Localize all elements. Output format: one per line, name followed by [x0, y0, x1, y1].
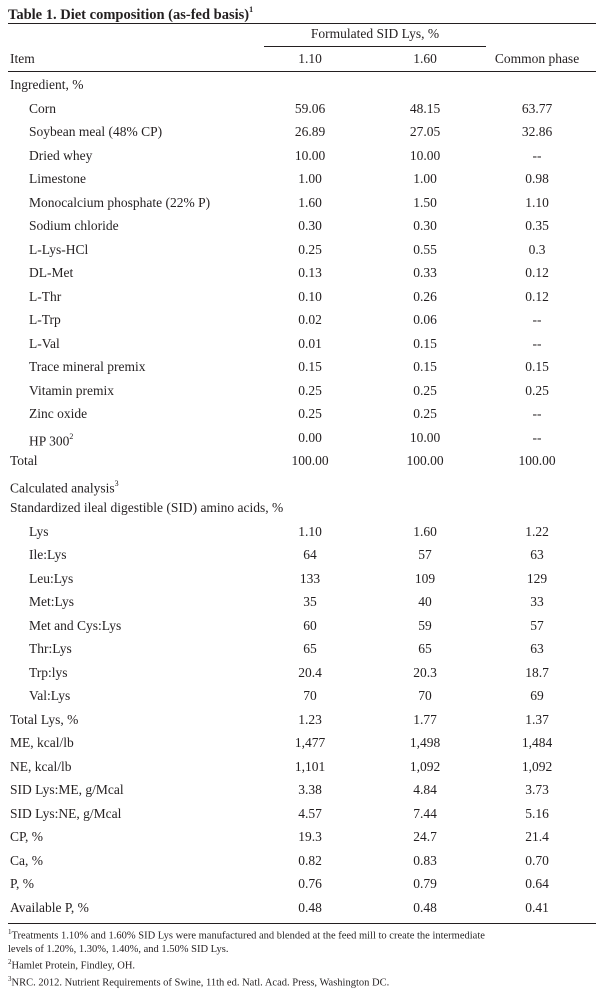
- cell-col-2: 0.30: [413, 218, 437, 233]
- cell-col-2: 48.15: [409, 100, 441, 116]
- table-row: [0, 896, 600, 920]
- cell-col-1: 0.48: [298, 899, 322, 915]
- cell-col-1: 59.06: [294, 100, 326, 116]
- table-row: [0, 614, 600, 638]
- row-label-text: P, %: [10, 876, 35, 891]
- cell-col-2: 10.00: [409, 147, 441, 163]
- row-label: [29, 97, 56, 121]
- table-row: [0, 520, 600, 544]
- footnote-mark: 2: [8, 957, 12, 966]
- footnote-text: NRC. 2012. Nutrient Requirements of Swine, 11th ed. Natl. Acad. Press, Washington DC.: [11, 977, 390, 989]
- cell-col-3: 3.73: [525, 782, 549, 797]
- row-label: [10, 755, 71, 779]
- table-row: [0, 567, 600, 591]
- cell-col-1: 26.89: [294, 124, 326, 139]
- cell-col-2: 1,092: [409, 758, 441, 774]
- col-header-item: Item: [10, 51, 35, 66]
- cell-col-1: 0.15: [298, 359, 322, 374]
- row-label: [10, 778, 124, 802]
- cell-col-1: 0.01: [298, 335, 322, 351]
- cell-col-1: 0.25: [298, 406, 322, 421]
- row-label: [29, 355, 145, 379]
- cell-col-2: 0.79: [413, 876, 437, 891]
- row-label-text: Zinc oxide: [29, 406, 88, 421]
- table-row: [0, 473, 600, 497]
- cell-col-3: 57: [530, 617, 544, 633]
- cell-col-2: 7.44: [413, 805, 437, 821]
- cell-col-1: 1,477: [294, 735, 326, 750]
- cell-col-1: 10.00: [294, 147, 326, 163]
- cell-col-1: 0.76: [298, 876, 322, 891]
- table-row: [0, 849, 600, 873]
- row-label-text: Leu:Lys: [29, 570, 74, 586]
- row-label-text: ME, kcal/lb: [10, 735, 74, 750]
- cell-col-2: 59: [418, 617, 432, 633]
- cell-col-2: 0.15: [413, 335, 437, 351]
- footnote-line: [8, 943, 596, 956]
- col-header-2: 1.60: [413, 51, 437, 66]
- row-label-text: Trp:lys: [29, 664, 68, 680]
- cell-col-1: 19.3: [298, 829, 322, 844]
- cell-col-2: 0.15: [413, 359, 437, 374]
- cell-col-2: 0.33: [413, 265, 437, 280]
- table-row: [0, 778, 600, 802]
- table-row: [0, 543, 600, 567]
- row-label-text: Dried whey: [29, 147, 93, 163]
- cell-col-1: 4.57: [298, 805, 322, 821]
- table-row: [0, 214, 600, 238]
- cell-col-2: 1,498: [409, 735, 441, 750]
- row-label: [29, 144, 92, 168]
- table-row: [0, 97, 600, 121]
- bottom-rule: [8, 923, 596, 924]
- cell-col-1: 0.02: [298, 312, 322, 327]
- cell-col-3: --: [532, 429, 542, 445]
- cell-col-1: 1.23: [298, 711, 322, 727]
- cell-col-1: 65: [303, 641, 317, 656]
- row-label: [29, 661, 68, 685]
- footnote-line: [8, 926, 596, 943]
- cell-col-1: 0.82: [298, 852, 322, 868]
- cell-col-3: 0.98: [525, 171, 549, 186]
- cell-col-2: 100.00: [406, 453, 444, 468]
- row-label-text: Thr:Lys: [29, 641, 72, 656]
- table-row: [0, 73, 600, 97]
- row-label: [29, 261, 73, 285]
- row-label-text: NE, kcal/lb: [10, 758, 72, 774]
- table-row: [0, 755, 600, 779]
- table-row: [0, 449, 600, 473]
- cell-col-2: 70: [418, 688, 432, 703]
- row-label-text: Ile:Lys: [29, 547, 67, 562]
- cell-col-3: 0.64: [525, 876, 549, 891]
- footnote-mark: 3: [114, 478, 119, 488]
- row-label: [29, 332, 60, 356]
- cell-col-1: 64: [303, 547, 317, 562]
- table-row: [0, 684, 600, 708]
- group-header-rule: [264, 46, 486, 47]
- row-label: [29, 214, 119, 238]
- cell-col-3: 1.10: [525, 194, 549, 210]
- cell-col-1: 0.10: [298, 288, 322, 304]
- table-row: [0, 167, 600, 191]
- row-label: [10, 496, 283, 520]
- row-label: [29, 379, 114, 403]
- row-label-text: Sodium chloride: [29, 218, 119, 233]
- table-title: [8, 2, 253, 24]
- cell-col-1: 60: [303, 617, 317, 633]
- cell-col-1: 0.25: [298, 382, 322, 398]
- row-label-text: Val:Lys: [29, 688, 71, 703]
- cell-col-3: 0.25: [525, 382, 549, 398]
- row-label: [29, 402, 87, 426]
- row-label-text: Vitamin premix: [29, 382, 115, 398]
- row-label-text: Total: [10, 453, 38, 468]
- cell-col-3: 0.12: [525, 265, 549, 280]
- table-row: [0, 332, 600, 356]
- cell-col-3: 18.7: [525, 664, 549, 680]
- row-label: [10, 73, 83, 97]
- table-row: [0, 402, 600, 426]
- row-label-text: L-Val: [29, 335, 60, 351]
- cell-col-3: 0.12: [525, 288, 549, 304]
- cell-col-3: 0.41: [525, 899, 549, 915]
- table-row: [0, 379, 600, 403]
- cell-col-2: 65: [418, 641, 432, 656]
- row-label-text: Ingredient, %: [10, 77, 84, 92]
- cell-col-1: 1,101: [294, 758, 326, 774]
- row-label-text: Ca, %: [10, 852, 43, 868]
- cell-col-2: 0.25: [413, 406, 437, 421]
- row-label-text: Trace mineral premix: [29, 359, 146, 374]
- row-label: [10, 896, 89, 920]
- cell-col-2: 20.3: [413, 664, 437, 680]
- cell-col-3: --: [532, 335, 542, 351]
- footnote-line: [8, 956, 596, 973]
- table-title-text: Table 1. Diet composition (as-fed basis): [8, 6, 250, 23]
- cell-col-1: 0.13: [298, 265, 322, 280]
- footnote-mark: 3: [8, 974, 12, 983]
- cell-col-2: 1.60: [413, 523, 437, 539]
- cell-col-3: 63: [530, 641, 544, 656]
- cell-col-1: 133: [299, 570, 321, 586]
- cell-col-2: 57: [418, 547, 432, 562]
- cell-col-3: 1.37: [525, 711, 549, 727]
- footnotes: [8, 926, 596, 989]
- cell-col-3: 0.15: [525, 359, 549, 374]
- row-label: [29, 191, 210, 215]
- footnote-text: Hamlet Protein, Findley, OH.: [11, 960, 136, 972]
- table-row: [0, 285, 600, 309]
- cell-col-3: 69: [530, 688, 544, 703]
- row-label-text: Met:Lys: [29, 594, 75, 609]
- cell-col-3: 1,092: [521, 758, 553, 774]
- header-rule: [8, 71, 596, 72]
- cell-col-3: 33: [530, 594, 544, 609]
- cell-col-3: 32.86: [521, 124, 553, 139]
- cell-col-3: 63: [530, 547, 544, 562]
- table-row: [0, 308, 600, 332]
- cell-col-3: 0.35: [525, 218, 549, 233]
- table-row: [0, 731, 600, 755]
- col-header-1: 1.10: [298, 51, 322, 66]
- footnote-text: Treatments 1.10% and 1.60% SID Lys were manufactured and blended at the feed mill to create the intermediate: [11, 930, 485, 942]
- row-label-text: SID Lys:ME, g/Mcal: [10, 782, 124, 797]
- table-row: [0, 802, 600, 826]
- row-label: [10, 731, 74, 755]
- row-label-text: CP, %: [10, 829, 44, 844]
- row-label-text: Standardized ileal digestible (SID) amino acids, %: [10, 500, 284, 515]
- row-label: [29, 308, 61, 332]
- row-label-text: Limestone: [29, 171, 86, 186]
- cell-col-3: 0.70: [525, 852, 549, 868]
- row-label: [29, 614, 121, 638]
- row-label: [29, 285, 61, 309]
- cell-col-3: 100.00: [518, 453, 556, 468]
- footnote-mark: 1: [8, 928, 12, 936]
- row-label-text: Total Lys, %: [10, 711, 79, 727]
- row-label: [29, 637, 72, 661]
- cell-col-3: --: [532, 147, 542, 163]
- cell-col-3: 0.3: [528, 241, 546, 257]
- cell-col-3: 63.77: [521, 100, 553, 116]
- title-footnote-mark: 1: [249, 5, 254, 14]
- cell-col-1: 3.38: [298, 782, 322, 797]
- cell-col-1: 70: [303, 688, 317, 703]
- cell-col-2: 27.05: [409, 124, 441, 139]
- table-row: [0, 590, 600, 614]
- row-label-text: L-Lys-HCl: [29, 241, 89, 257]
- row-label: [29, 684, 70, 708]
- cell-col-1: 0.00: [298, 429, 322, 445]
- cell-col-2: 0.83: [413, 852, 437, 868]
- cell-col-1: 35: [303, 594, 317, 609]
- footnote-line: [8, 973, 596, 990]
- cell-col-1: 1.10: [298, 523, 322, 539]
- table-row: [0, 426, 600, 450]
- row-label: [29, 520, 49, 544]
- cell-col-3: --: [532, 406, 542, 421]
- cell-col-2: 0.06: [413, 312, 437, 327]
- table-row: [0, 355, 600, 379]
- cell-col-1: 0.25: [298, 241, 322, 257]
- cell-col-3: 1,484: [521, 735, 553, 750]
- cell-col-3: --: [532, 312, 542, 327]
- table-row: [0, 120, 600, 144]
- table-row: [0, 661, 600, 685]
- row-label: [29, 120, 162, 144]
- footnote-text: levels of 1.20%, 1.30%, 1.40%, and 1.50% SID Lys.: [8, 943, 229, 955]
- cell-col-3: 129: [526, 570, 548, 586]
- cell-col-1: 1.00: [298, 171, 322, 186]
- row-label-text: Met and Cys:Lys: [29, 617, 122, 633]
- table-row: [0, 637, 600, 661]
- cell-col-1: 20.4: [298, 664, 322, 680]
- row-label: [29, 567, 73, 591]
- row-label: [10, 825, 43, 849]
- col-header-3: Common phase: [494, 51, 580, 66]
- group-header: Formulated SID Lys, %: [310, 26, 440, 41]
- cell-col-2: 1.50: [413, 194, 437, 210]
- cell-col-1: 0.30: [298, 218, 322, 233]
- top-rule: [8, 23, 596, 24]
- row-label-text: SID Lys:NE, g/Mcal: [10, 805, 122, 821]
- row-label: [29, 238, 88, 262]
- row-label: [10, 449, 38, 473]
- row-label-text: Lys: [29, 523, 49, 539]
- cell-col-2: 0.55: [413, 241, 437, 257]
- cell-col-2: 0.26: [413, 288, 437, 304]
- footnote-mark: 2: [69, 431, 74, 441]
- table-row: [0, 261, 600, 285]
- row-label-text: HP 300: [29, 433, 70, 448]
- cell-col-3: 21.4: [525, 829, 549, 844]
- table-row: [0, 191, 600, 215]
- cell-col-2: 0.48: [413, 899, 437, 915]
- row-label-text: Corn: [29, 100, 56, 116]
- row-label: [10, 872, 34, 896]
- cell-col-2: 0.25: [413, 382, 437, 398]
- table-row: [0, 496, 600, 520]
- row-label: [10, 708, 78, 732]
- table-row: [0, 708, 600, 732]
- cell-col-2: 109: [414, 570, 436, 586]
- row-label-text: Soybean meal (48% CP): [29, 124, 163, 139]
- cell-col-1: 100.00: [291, 453, 329, 468]
- table-row: [0, 825, 600, 849]
- table-row: [0, 872, 600, 896]
- cell-col-3: 1.22: [525, 523, 549, 539]
- cell-col-2: 24.7: [413, 829, 437, 844]
- cell-col-2: 1.77: [413, 711, 437, 727]
- row-label-text: L-Thr: [29, 288, 62, 304]
- row-label-text: Monocalcium phosphate (22% P): [29, 194, 211, 210]
- cell-col-2: 40: [418, 594, 432, 609]
- cell-col-2: 4.84: [413, 782, 437, 797]
- table-row: [0, 144, 600, 168]
- row-label: [10, 802, 121, 826]
- cell-col-2: 1.00: [413, 171, 437, 186]
- cell-col-3: 5.16: [525, 805, 549, 821]
- cell-col-2: 10.00: [409, 429, 441, 445]
- row-label-text: Calculated analysis: [10, 480, 115, 495]
- row-label-text: DL-Met: [29, 265, 74, 280]
- row-label: [29, 590, 74, 614]
- row-label: [29, 543, 67, 567]
- row-label: [29, 167, 86, 191]
- row-label-text: Available P, %: [10, 899, 89, 915]
- row-label: [10, 849, 43, 873]
- cell-col-1: 1.60: [298, 194, 322, 210]
- table-row: [0, 238, 600, 262]
- row-label-text: L-Trp: [29, 312, 61, 327]
